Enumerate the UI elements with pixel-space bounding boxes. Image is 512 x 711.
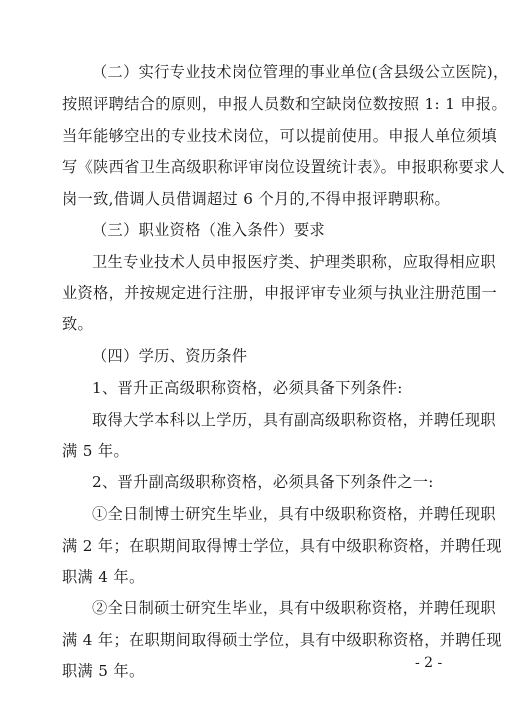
section-heading: （三）职业资格（准入条件）要求	[92, 221, 326, 239]
paragraph-line: 按照评聘结合的原则，申报人员数和空缺岗位数按照 1: 1 申报。	[62, 95, 508, 113]
paragraph-line: ②全日制硕士研究生毕业，具有中级职称资格，并聘任现职	[92, 599, 496, 617]
paragraph-line: 取得大学本科以上学历，具有副高级职称资格，并聘任现职	[92, 411, 496, 429]
paragraph-line: 职满 5 年。	[62, 662, 145, 680]
paragraph-line: 当年能够空出的专业技术岗位，可以提前使用。申报人单位须填	[62, 127, 498, 145]
paragraph-line: 写《陕西省卫生高级职称评审岗位设置统计表》。申报职称要求人	[62, 158, 505, 176]
page-number: - 2 -	[415, 655, 443, 671]
paragraph-line: 满 2 年；在职期间取得博士学位，具有中级职称资格，并聘任现	[62, 537, 502, 555]
paragraph-line: 职满 4 年。	[62, 568, 145, 586]
paragraph-line: 岗一致,借调人员借调超过 6 个月的,不得申报评聘职称。	[62, 190, 451, 208]
section-heading: （四）学历、资历条件	[92, 347, 248, 365]
paragraph-line: 卫生专业技术人员申报医疗类、护理类职称，应取得相应职	[92, 253, 496, 271]
paragraph-line: 2、晋升副高级职称资格，必须具备下列条件之一:	[92, 473, 434, 491]
paragraph-line: 满 4 年；在职期间取得硕士学位，具有中级职称资格，并聘任现	[62, 631, 502, 649]
paragraph-line: 满 5 年。	[62, 442, 129, 460]
paragraph-line: （二）实行专业技术岗位管理的事业单位(含县级公立医院)，	[92, 63, 509, 81]
paragraph-line: 1、晋升正高级职称资格，必须具备下列条件:	[92, 379, 403, 397]
paragraph-line: ①全日制博士研究生毕业，具有中级职称资格，并聘任现职	[92, 505, 496, 523]
paragraph-line: 致。	[62, 315, 94, 333]
paragraph-line: 业资格，并按规定进行注册，申报评审专业须与执业注册范围一	[62, 284, 498, 302]
